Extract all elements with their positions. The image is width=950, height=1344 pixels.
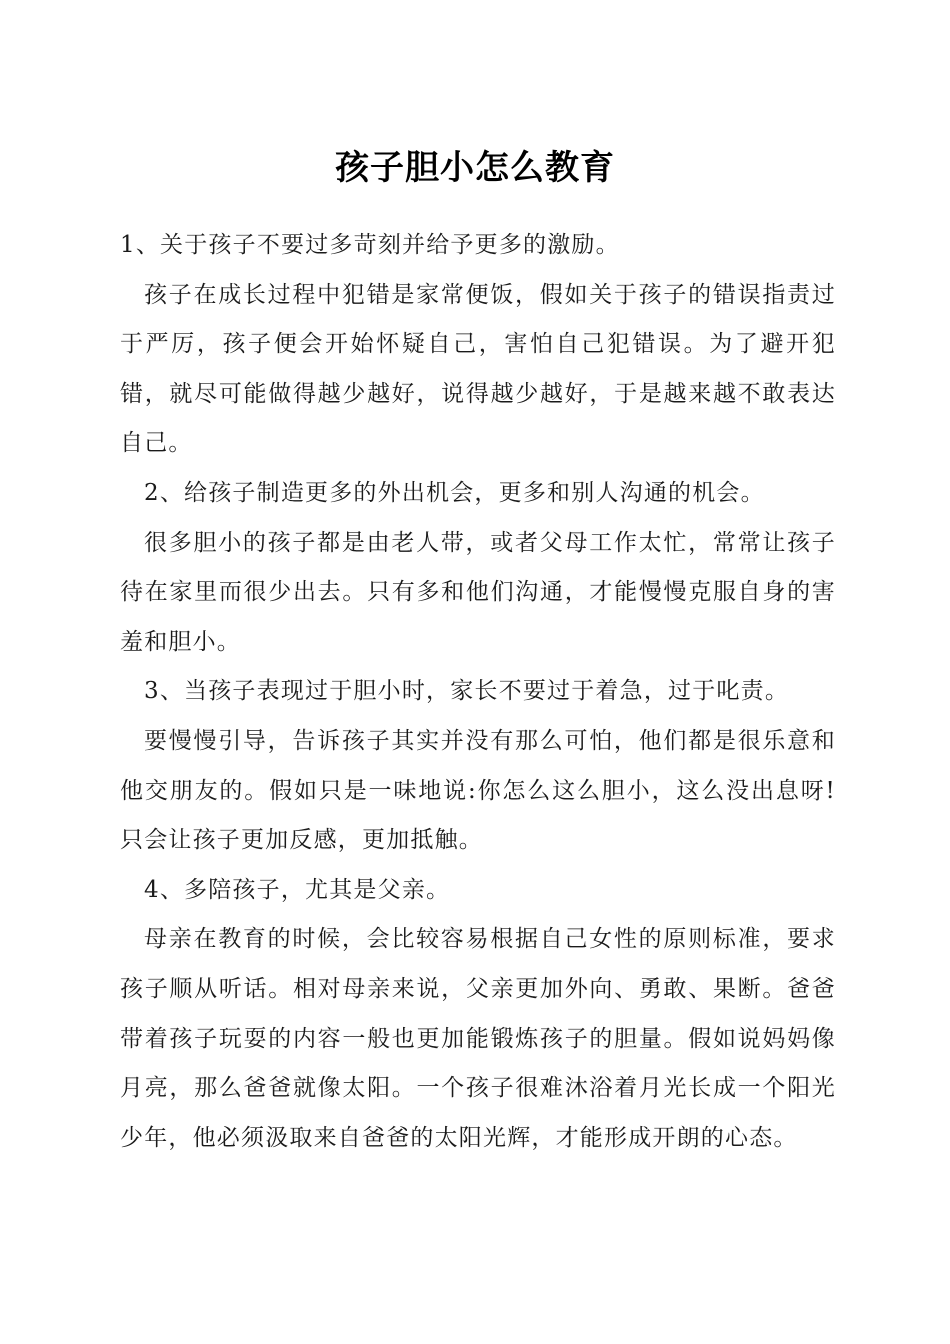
paragraph-3: 要慢慢引导，告诉孩子其实并没有那么可怕，他们都是很乐意和他交朋友的。假如只是一味地说:你怎么这么胆小，这么没出息呀!只会让孩子更加反感，更加抵触。 [120, 727, 836, 854]
document-body [120, 221, 836, 1163]
paragraph-2: 很多胆小的孩子都是由老人带，或者父母工作太忙，常常让孩子待在家里而很少出去。只有多和他们沟通，才能慢慢克服自身的害羞和胆小。 [120, 529, 836, 655]
section-heading-3: 3、当孩子表现过于胆小时，家长不要过于着急，过于叱责。 [144, 678, 790, 705]
section-heading-4: 4、多陪孩子，尤其是父亲。 [144, 876, 451, 903]
section-heading-2: 2、给孩子制造更多的外出机会，更多和别人沟通的机会。 [144, 479, 765, 506]
paragraph-4: 母亲在教育的时候，会比较容易根据自己女性的原则标准，要求孩子顺从听话。相对母亲来说，父亲更加外向、勇敢、果断。爸爸带着孩子玩耍的内容一般也更加能锻炼孩子的胆量。假如说妈妈像月亮，那么爸爸就像太阳。一个孩子很难沐浴着月光长成一个阳光少年，他必须汲取来自爸爸的太阳光辉，才能形成开朗的心态。 [120, 926, 836, 1151]
document-title: 孩子胆小怎么教育 [335, 148, 615, 188]
paragraph-1: 孩子在成长过程中犯错是家常便饭，假如关于孩子的错误指责过于严厉，孩子便会开始怀疑自己，害怕自己犯错误。为了避开犯错，就尽可能做得越少越好，说得越少越好，于是越来越不敢表达自己。 [120, 281, 836, 457]
section-heading-1: 1、关于孩子不要过多苛刻并给予更多的激励。 [120, 232, 620, 258]
